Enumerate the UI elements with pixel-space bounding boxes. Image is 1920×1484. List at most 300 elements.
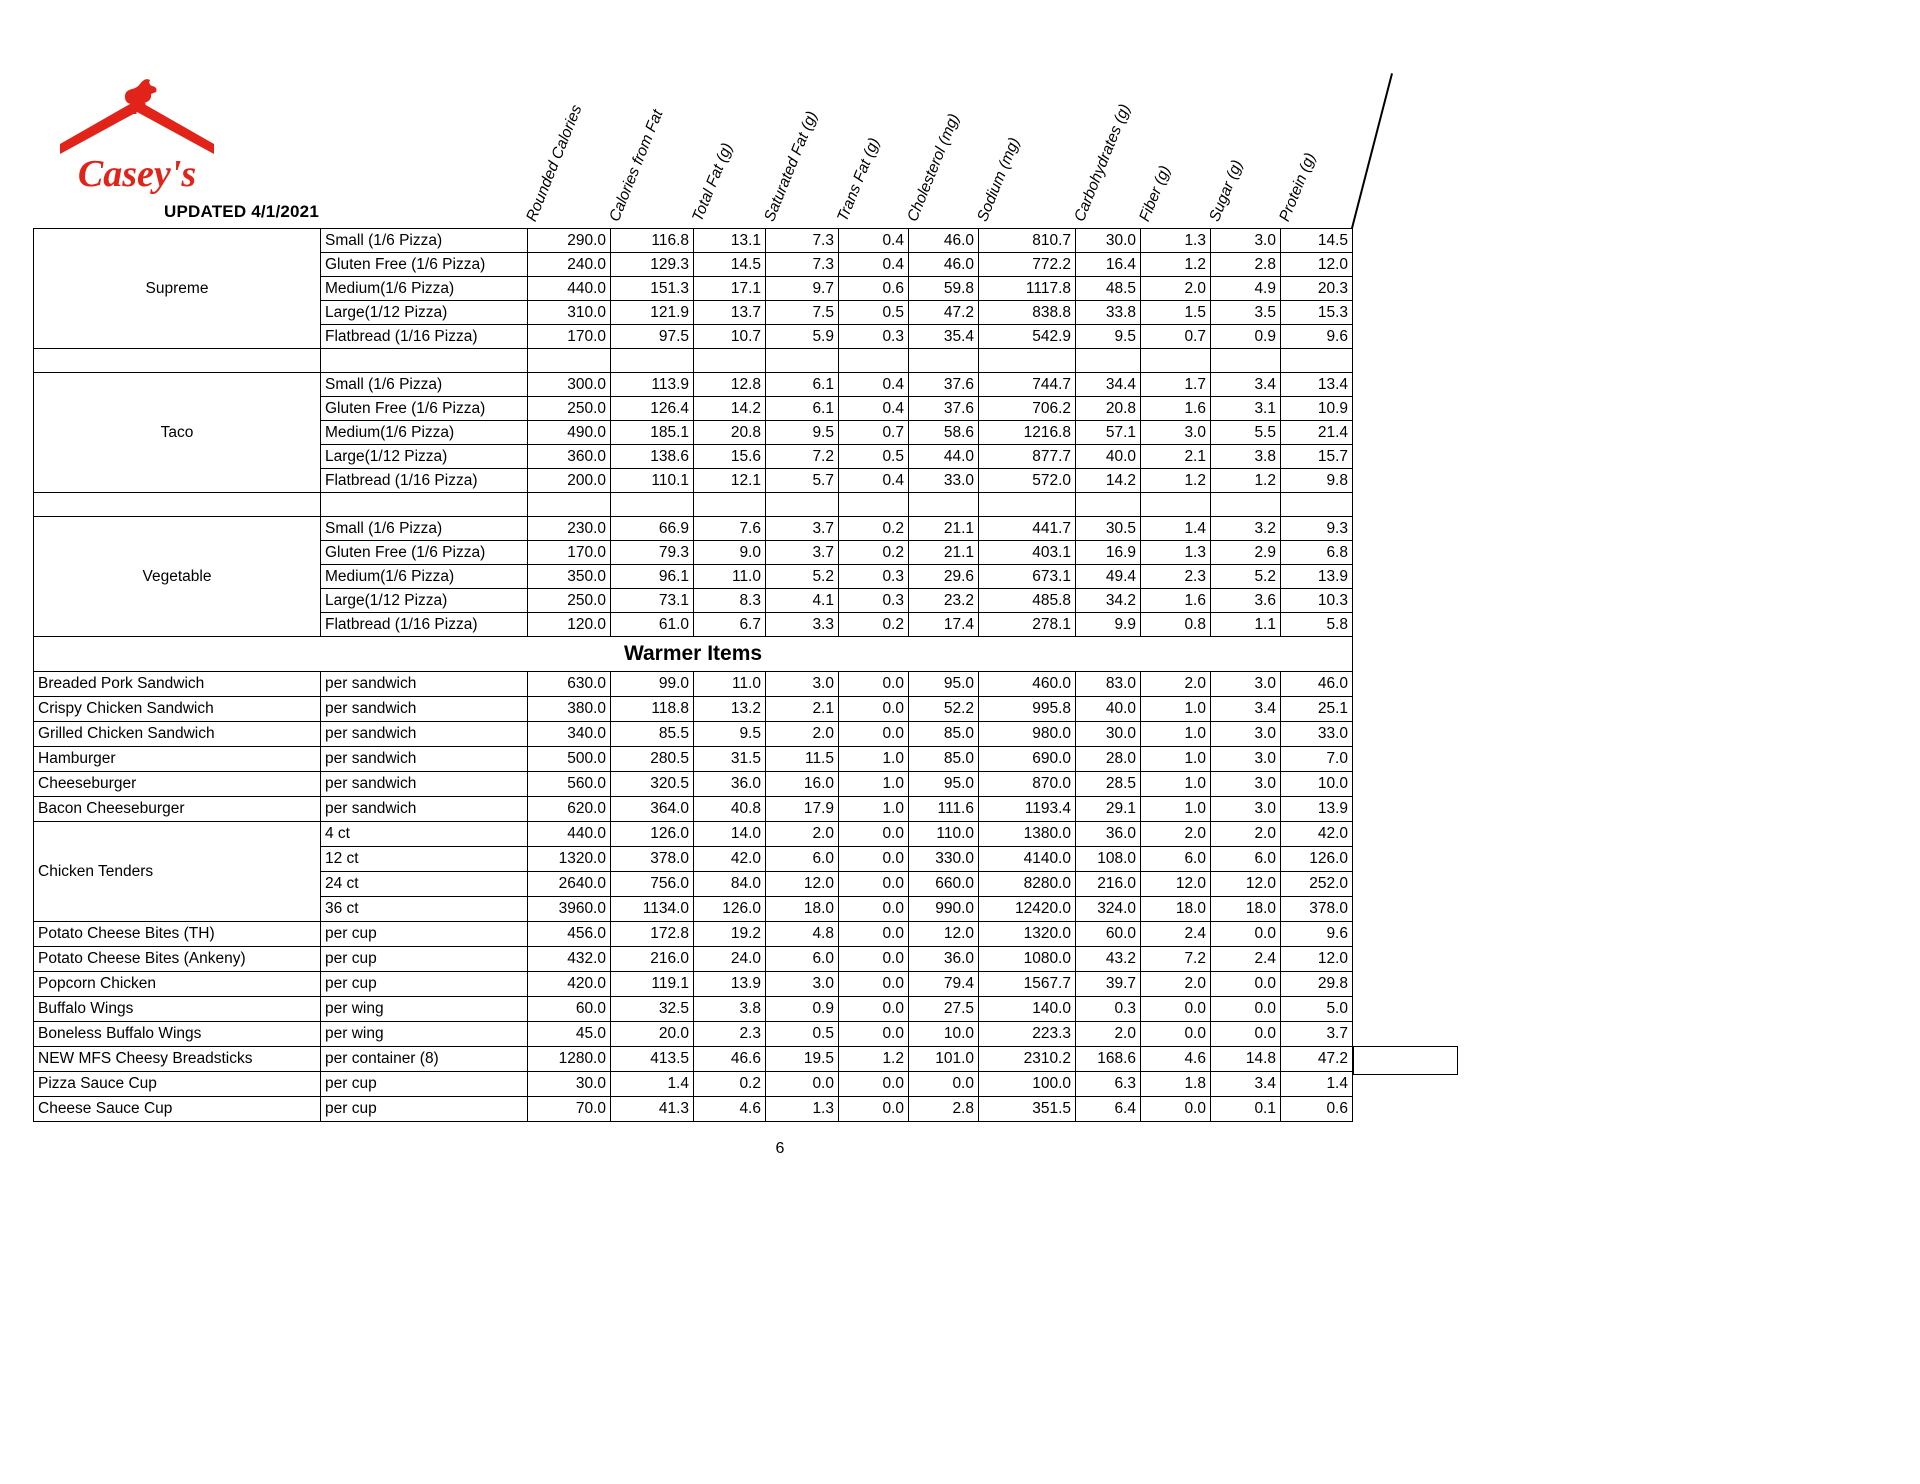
value-cell: 168.6	[1076, 1047, 1141, 1072]
item-name-cell: Cheese Sauce Cup	[34, 1097, 321, 1122]
column-header: Protein (g)	[1276, 150, 1320, 224]
value-cell: 1.0	[839, 747, 909, 772]
value-cell: 14.0	[694, 822, 766, 847]
value-cell: 0.0	[1211, 972, 1281, 997]
column-header: Trans Fat (g)	[834, 135, 884, 224]
value-cell: 3.3	[766, 613, 839, 637]
value-cell: 1.5	[1141, 301, 1211, 325]
value-cell: 240.0	[528, 253, 611, 277]
value-cell: 0.4	[839, 253, 909, 277]
value-cell: 20.3	[1281, 277, 1353, 301]
pizza-row	[34, 373, 1353, 397]
empty-cell	[766, 349, 839, 373]
value-cell: 0.3	[839, 565, 909, 589]
value-cell: 5.5	[1211, 421, 1281, 445]
value-cell: 29.1	[1076, 797, 1141, 822]
value-cell: 460.0	[979, 672, 1076, 697]
value-cell: 61.0	[611, 613, 694, 637]
value-cell: 0.0	[909, 1072, 979, 1097]
value-cell: 756.0	[611, 872, 694, 897]
group-name-cell: Taco	[34, 373, 321, 493]
value-cell: 83.0	[1076, 672, 1141, 697]
value-cell: 3.6	[1211, 589, 1281, 613]
value-cell: 2.0	[1141, 277, 1211, 301]
value-cell: 85.5	[611, 722, 694, 747]
value-cell: 97.5	[611, 325, 694, 349]
value-cell: 2.1	[766, 697, 839, 722]
value-cell: 3.0	[1211, 229, 1281, 253]
value-cell: 3.5	[1211, 301, 1281, 325]
value-cell: 9.6	[1281, 922, 1353, 947]
column-header: Sodium (mg)	[974, 135, 1024, 224]
value-cell: 47.2	[1281, 1047, 1353, 1072]
serving-cell: Gluten Free (1/6 Pizza)	[321, 253, 528, 277]
value-cell: 11.0	[694, 672, 766, 697]
value-cell: 2.3	[1141, 565, 1211, 589]
value-cell: 0.9	[1211, 325, 1281, 349]
value-cell: 2.0	[1141, 822, 1211, 847]
value-cell: 33.0	[1281, 722, 1353, 747]
warmer-row	[34, 747, 1353, 772]
serving-cell: Flatbread (1/16 Pizza)	[321, 469, 528, 493]
serving-cell: 4 ct	[321, 822, 528, 847]
warmer-row	[34, 947, 1353, 972]
value-cell: 4140.0	[979, 847, 1076, 872]
group-name-cell: Vegetable	[34, 517, 321, 637]
empty-cell	[1281, 349, 1353, 373]
value-cell: 0.4	[839, 373, 909, 397]
value-cell: 32.5	[611, 997, 694, 1022]
value-cell: 432.0	[528, 947, 611, 972]
value-cell: 7.2	[1141, 947, 1211, 972]
warmer-row	[34, 797, 1353, 822]
value-cell: 100.0	[979, 1072, 1076, 1097]
value-cell: 14.2	[1076, 469, 1141, 493]
value-cell: 2.0	[1141, 972, 1211, 997]
value-cell: 20.0	[611, 1022, 694, 1047]
value-cell: 1117.8	[979, 277, 1076, 301]
empty-cell	[839, 493, 909, 517]
value-cell: 320.5	[611, 772, 694, 797]
value-cell: 30.5	[1076, 517, 1141, 541]
value-cell: 3.0	[1211, 797, 1281, 822]
value-cell: 2.9	[1211, 541, 1281, 565]
value-cell: 6.3	[1076, 1072, 1141, 1097]
value-cell: 118.8	[611, 697, 694, 722]
value-cell: 1.2	[1211, 469, 1281, 493]
value-cell: 690.0	[979, 747, 1076, 772]
serving-cell: Large(1/12 Pizza)	[321, 301, 528, 325]
value-cell: 1.4	[1141, 517, 1211, 541]
value-cell: 0.4	[839, 229, 909, 253]
column-header: Carbohydrates (g)	[1071, 101, 1134, 224]
value-cell: 44.0	[909, 445, 979, 469]
empty-cell	[909, 493, 979, 517]
value-cell: 33.0	[909, 469, 979, 493]
value-cell: 300.0	[528, 373, 611, 397]
value-cell: 378.0	[1281, 897, 1353, 922]
value-cell: 0.0	[839, 1022, 909, 1047]
page-number: 6	[775, 1140, 785, 1157]
value-cell: 838.8	[979, 301, 1076, 325]
value-cell: 30.0	[1076, 229, 1141, 253]
value-cell: 12.0	[1281, 253, 1353, 277]
value-cell: 1320.0	[528, 847, 611, 872]
value-cell: 3.0	[1211, 722, 1281, 747]
serving-cell: per wing	[321, 1022, 528, 1047]
value-cell: 250.0	[528, 589, 611, 613]
value-cell: 46.6	[694, 1047, 766, 1072]
value-cell: 11.5	[766, 747, 839, 772]
value-cell: 19.2	[694, 922, 766, 947]
value-cell: 252.0	[1281, 872, 1353, 897]
value-cell: 10.0	[1281, 772, 1353, 797]
value-cell: 351.5	[979, 1097, 1076, 1122]
value-cell: 744.7	[979, 373, 1076, 397]
empty-cell	[321, 349, 528, 373]
value-cell: 2.0	[1076, 1022, 1141, 1047]
value-cell: 2.4	[1141, 922, 1211, 947]
serving-cell: per wing	[321, 997, 528, 1022]
value-cell: 280.5	[611, 747, 694, 772]
value-cell: 5.9	[766, 325, 839, 349]
value-cell: 119.1	[611, 972, 694, 997]
value-cell: 18.0	[1211, 897, 1281, 922]
value-cell: 0.0	[766, 1072, 839, 1097]
value-cell: 3.7	[766, 517, 839, 541]
value-cell: 37.6	[909, 373, 979, 397]
value-cell: 0.3	[839, 325, 909, 349]
item-name-cell: Potato Cheese Bites (Ankeny)	[34, 947, 321, 972]
value-cell: 4.6	[694, 1097, 766, 1122]
value-cell: 43.2	[1076, 947, 1141, 972]
value-cell: 13.4	[1281, 373, 1353, 397]
value-cell: 0.5	[766, 1022, 839, 1047]
value-cell: 19.5	[766, 1047, 839, 1072]
value-cell: 9.5	[694, 722, 766, 747]
value-cell: 28.5	[1076, 772, 1141, 797]
value-cell: 3.8	[1211, 445, 1281, 469]
item-name-cell: Cheeseburger	[34, 772, 321, 797]
item-name-cell: Potato Cheese Bites (TH)	[34, 922, 321, 947]
serving-cell: Medium(1/6 Pizza)	[321, 277, 528, 301]
value-cell: 46.0	[1281, 672, 1353, 697]
value-cell: 113.9	[611, 373, 694, 397]
value-cell: 12.0	[1211, 872, 1281, 897]
value-cell: 560.0	[528, 772, 611, 797]
value-cell: 0.5	[839, 301, 909, 325]
value-cell: 0.8	[1141, 613, 1211, 637]
value-cell: 572.0	[979, 469, 1076, 493]
serving-cell: Small (1/6 Pizza)	[321, 373, 528, 397]
empty-cell	[34, 493, 321, 517]
warmer-row	[34, 822, 1353, 847]
value-cell: 9.7	[766, 277, 839, 301]
item-name-cell: Boneless Buffalo Wings	[34, 1022, 321, 1047]
value-cell: 1.0	[839, 772, 909, 797]
value-cell: 3.0	[766, 672, 839, 697]
warmer-row	[34, 922, 1353, 947]
value-cell: 24.0	[694, 947, 766, 972]
value-cell: 330.0	[909, 847, 979, 872]
empty-cell	[1281, 493, 1353, 517]
value-cell: 0.0	[1211, 997, 1281, 1022]
value-cell: 13.1	[694, 229, 766, 253]
value-cell: 5.2	[1211, 565, 1281, 589]
column-header: Rounded Calories	[523, 102, 586, 224]
value-cell: 0.0	[1141, 1022, 1211, 1047]
value-cell: 0.0	[839, 972, 909, 997]
item-name-cell: Crispy Chicken Sandwich	[34, 697, 321, 722]
value-cell: 0.0	[839, 947, 909, 972]
serving-cell: 12 ct	[321, 847, 528, 872]
value-cell: 1.0	[1141, 797, 1211, 822]
warmer-row	[34, 697, 1353, 722]
value-cell: 673.1	[979, 565, 1076, 589]
value-cell: 29.6	[909, 565, 979, 589]
value-cell: 1.3	[766, 1097, 839, 1122]
value-cell: 79.4	[909, 972, 979, 997]
value-cell: 9.0	[694, 541, 766, 565]
value-cell: 350.0	[528, 565, 611, 589]
value-cell: 126.0	[1281, 847, 1353, 872]
value-cell: 17.1	[694, 277, 766, 301]
empty-cell	[611, 349, 694, 373]
value-cell: 13.2	[694, 697, 766, 722]
value-cell: 18.0	[1141, 897, 1211, 922]
value-cell: 13.9	[1281, 797, 1353, 822]
value-cell: 85.0	[909, 722, 979, 747]
value-cell: 870.0	[979, 772, 1076, 797]
value-cell: 18.0	[766, 897, 839, 922]
value-cell: 111.6	[909, 797, 979, 822]
value-cell: 13.9	[694, 972, 766, 997]
value-cell: 0.0	[839, 1097, 909, 1122]
pizza-row	[34, 517, 1353, 541]
value-cell: 3.8	[694, 997, 766, 1022]
value-cell: 2640.0	[528, 872, 611, 897]
value-cell: 29.8	[1281, 972, 1353, 997]
updated-date-label: UPDATED 4/1/2021	[163, 202, 319, 221]
value-cell: 630.0	[528, 672, 611, 697]
value-cell: 3.4	[1211, 373, 1281, 397]
value-cell: 0.0	[1141, 997, 1211, 1022]
value-cell: 3.0	[1211, 672, 1281, 697]
value-cell: 8280.0	[979, 872, 1076, 897]
value-cell: 46.0	[909, 253, 979, 277]
value-cell: 0.2	[839, 541, 909, 565]
value-cell: 660.0	[909, 872, 979, 897]
value-cell: 2.0	[766, 722, 839, 747]
value-cell: 10.3	[1281, 589, 1353, 613]
value-cell: 1.4	[1281, 1072, 1353, 1097]
value-cell: 42.0	[1281, 822, 1353, 847]
value-cell: 46.0	[909, 229, 979, 253]
value-cell: 7.3	[766, 253, 839, 277]
value-cell: 1.8	[1141, 1072, 1211, 1097]
value-cell: 216.0	[1076, 872, 1141, 897]
warmer-row	[34, 1047, 1353, 1072]
value-cell: 12420.0	[979, 897, 1076, 922]
serving-cell: per sandwich	[321, 672, 528, 697]
value-cell: 230.0	[528, 517, 611, 541]
value-cell: 1567.7	[979, 972, 1076, 997]
value-cell: 126.0	[611, 822, 694, 847]
serving-cell: per sandwich	[321, 772, 528, 797]
value-cell: 14.5	[1281, 229, 1353, 253]
value-cell: 706.2	[979, 397, 1076, 421]
value-cell: 1.0	[1141, 772, 1211, 797]
value-cell: 1.0	[1141, 697, 1211, 722]
value-cell: 0.0	[1211, 922, 1281, 947]
value-cell: 12.0	[766, 872, 839, 897]
value-cell: 4.1	[766, 589, 839, 613]
serving-cell: per container (8)	[321, 1047, 528, 1072]
value-cell: 12.8	[694, 373, 766, 397]
value-cell: 120.0	[528, 613, 611, 637]
serving-cell: Gluten Free (1/6 Pizza)	[321, 541, 528, 565]
value-cell: 13.7	[694, 301, 766, 325]
value-cell: 12.0	[1281, 947, 1353, 972]
value-cell: 0.9	[766, 997, 839, 1022]
side-empty-box	[1353, 1046, 1458, 1075]
value-cell: 70.0	[528, 1097, 611, 1122]
value-cell: 73.1	[611, 589, 694, 613]
value-cell: 420.0	[528, 972, 611, 997]
value-cell: 0.3	[1076, 997, 1141, 1022]
empty-cell	[1076, 493, 1141, 517]
warmer-row	[34, 722, 1353, 747]
value-cell: 12.0	[909, 922, 979, 947]
warmer-row	[34, 972, 1353, 997]
value-cell: 5.0	[1281, 997, 1353, 1022]
spacer-row	[34, 493, 1353, 517]
caseys-logo-graphic	[58, 78, 216, 200]
value-cell: 0.3	[839, 589, 909, 613]
value-cell: 10.7	[694, 325, 766, 349]
value-cell: 2.3	[694, 1022, 766, 1047]
value-cell: 620.0	[528, 797, 611, 822]
value-cell: 185.1	[611, 421, 694, 445]
item-name-cell: Grilled Chicken Sandwich	[34, 722, 321, 747]
value-cell: 6.0	[766, 947, 839, 972]
value-cell: 21.1	[909, 541, 979, 565]
value-cell: 25.1	[1281, 697, 1353, 722]
value-cell: 0.0	[839, 822, 909, 847]
empty-cell	[611, 493, 694, 517]
value-cell: 1.0	[1141, 722, 1211, 747]
value-cell: 15.6	[694, 445, 766, 469]
value-cell: 40.8	[694, 797, 766, 822]
value-cell: 3.0	[1211, 772, 1281, 797]
value-cell: 59.8	[909, 277, 979, 301]
item-name-cell: Bacon Cheeseburger	[34, 797, 321, 822]
value-cell: 1280.0	[528, 1047, 611, 1072]
value-cell: 441.7	[979, 517, 1076, 541]
value-cell: 980.0	[979, 722, 1076, 747]
value-cell: 9.8	[1281, 469, 1353, 493]
value-cell: 360.0	[528, 445, 611, 469]
value-cell: 1216.8	[979, 421, 1076, 445]
value-cell: 45.0	[528, 1022, 611, 1047]
serving-cell: per cup	[321, 1072, 528, 1097]
value-cell: 96.1	[611, 565, 694, 589]
value-cell: 30.0	[1076, 722, 1141, 747]
value-cell: 223.3	[979, 1022, 1076, 1047]
value-cell: 140.0	[979, 997, 1076, 1022]
value-cell: 440.0	[528, 822, 611, 847]
value-cell: 34.4	[1076, 373, 1141, 397]
value-cell: 7.6	[694, 517, 766, 541]
value-cell: 126.0	[694, 897, 766, 922]
value-cell: 84.0	[694, 872, 766, 897]
value-cell: 3.0	[766, 972, 839, 997]
value-cell: 1134.0	[611, 897, 694, 922]
value-cell: 9.5	[1076, 325, 1141, 349]
value-cell: 2310.2	[979, 1047, 1076, 1072]
value-cell: 3.4	[1211, 1072, 1281, 1097]
value-cell: 3960.0	[528, 897, 611, 922]
value-cell: 99.0	[611, 672, 694, 697]
value-cell: 42.0	[694, 847, 766, 872]
value-cell: 3.7	[766, 541, 839, 565]
value-cell: 9.3	[1281, 517, 1353, 541]
empty-cell	[528, 349, 611, 373]
value-cell: 0.2	[839, 613, 909, 637]
empty-cell	[766, 493, 839, 517]
empty-cell	[909, 349, 979, 373]
serving-cell: Flatbread (1/16 Pizza)	[321, 325, 528, 349]
serving-cell: Flatbread (1/16 Pizza)	[321, 613, 528, 637]
value-cell: 13.9	[1281, 565, 1353, 589]
serving-cell: per sandwich	[321, 797, 528, 822]
serving-cell: per cup	[321, 922, 528, 947]
value-cell: 1.7	[1141, 373, 1211, 397]
value-cell: 5.2	[766, 565, 839, 589]
value-cell: 17.4	[909, 613, 979, 637]
value-cell: 278.1	[979, 613, 1076, 637]
empty-cell	[1141, 493, 1211, 517]
value-cell: 34.2	[1076, 589, 1141, 613]
value-cell: 6.1	[766, 373, 839, 397]
value-cell: 324.0	[1076, 897, 1141, 922]
value-cell: 79.3	[611, 541, 694, 565]
warmer-row	[34, 772, 1353, 797]
value-cell: 12.1	[694, 469, 766, 493]
value-cell: 0.0	[839, 847, 909, 872]
value-cell: 110.0	[909, 822, 979, 847]
value-cell: 250.0	[528, 397, 611, 421]
value-cell: 877.7	[979, 445, 1076, 469]
value-cell: 1.6	[1141, 589, 1211, 613]
value-cell: 542.9	[979, 325, 1076, 349]
value-cell: 9.9	[1076, 613, 1141, 637]
value-cell: 1.0	[1141, 747, 1211, 772]
value-cell: 101.0	[909, 1047, 979, 1072]
value-cell: 1.1	[1211, 613, 1281, 637]
value-cell: 40.0	[1076, 445, 1141, 469]
value-cell: 490.0	[528, 421, 611, 445]
value-cell: 60.0	[1076, 922, 1141, 947]
value-cell: 2.8	[1211, 253, 1281, 277]
value-cell: 30.0	[528, 1072, 611, 1097]
value-cell: 2.0	[1211, 822, 1281, 847]
value-cell: 0.0	[839, 722, 909, 747]
value-cell: 0.2	[694, 1072, 766, 1097]
value-cell: 0.0	[1211, 1022, 1281, 1047]
value-cell: 151.3	[611, 277, 694, 301]
value-cell: 1.0	[839, 797, 909, 822]
